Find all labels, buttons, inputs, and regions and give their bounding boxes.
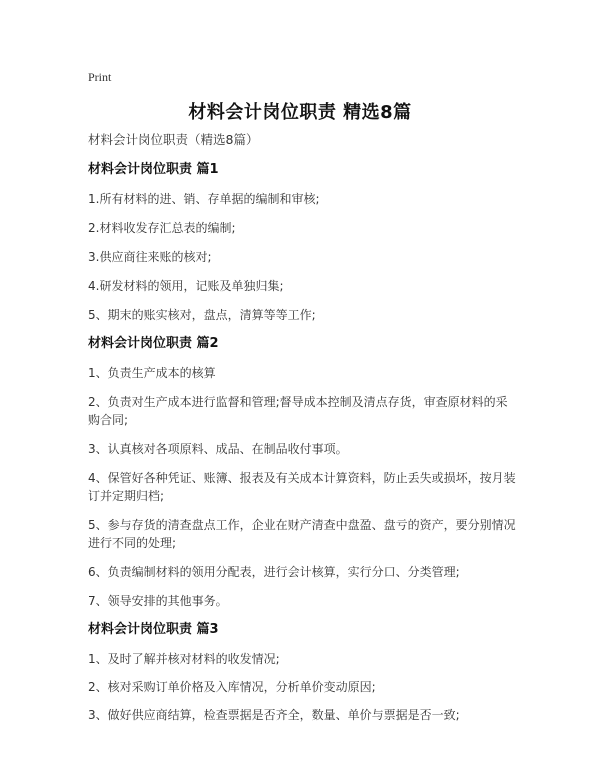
section-3	[88, 621, 518, 724]
section-heading: 材料会计岗位职责 篇2	[88, 336, 219, 351]
list-item: 1、及时了解并核对材料的收发情况;	[88, 652, 280, 666]
document-subtitle: 材料会计岗位职责（精选8篇）	[88, 132, 259, 147]
section-1	[88, 161, 518, 324]
list-item: 3、认真核对各项原料、成品、在制品收付事项。	[88, 442, 348, 456]
list-item: 4、保管好各种凭证、账簿、报表及有关成本计算资料，防止丢失或损坏，按月装订并定期归档;	[88, 471, 516, 503]
list-item: 5、参与存货的清查盘点工作，企业在财产清查中盘盈、盘亏的资产，要分别情况进行不同的处理;	[88, 518, 516, 550]
list-item: 7、领导安排的其他事务。	[88, 594, 228, 608]
list-item: 2、核对采购订单价格及入库情况，分析单价变动原因;	[88, 680, 376, 694]
list-item: 4.研发材料的领用，记账及单独归集;	[88, 279, 284, 293]
list-item: 1.所有材料的进、销、存单据的编制和审核;	[88, 192, 320, 206]
section-heading: 材料会计岗位职责 篇3	[88, 622, 219, 637]
section-heading: 材料会计岗位职责 篇1	[88, 162, 219, 177]
document-body	[88, 131, 518, 734]
list-item: 2.材料收发存汇总表的编制;	[88, 221, 236, 235]
list-item: 3.供应商往来账的核对;	[88, 250, 212, 264]
list-item: 1、负责生产成本的核算	[88, 366, 216, 380]
list-item: 2、负责对生产成本进行监督和管理;督导成本控制及清点存货，审查原材料的采购合同;	[88, 395, 508, 427]
section-2	[88, 335, 518, 610]
list-item: 6、负责编制材料的领用分配表，进行会计核算，实行分口、分类管理;	[88, 565, 460, 579]
list-item: 5、期末的账实核对，盘点，清算等等工作;	[88, 308, 316, 322]
document-title: 材料会计岗位职责 精选8篇	[188, 102, 412, 123]
print-label[interactable]: Print	[88, 70, 112, 84]
list-item: 3、做好供应商结算，检查票据是否齐全，数量、单价与票据是否一致;	[88, 708, 460, 722]
